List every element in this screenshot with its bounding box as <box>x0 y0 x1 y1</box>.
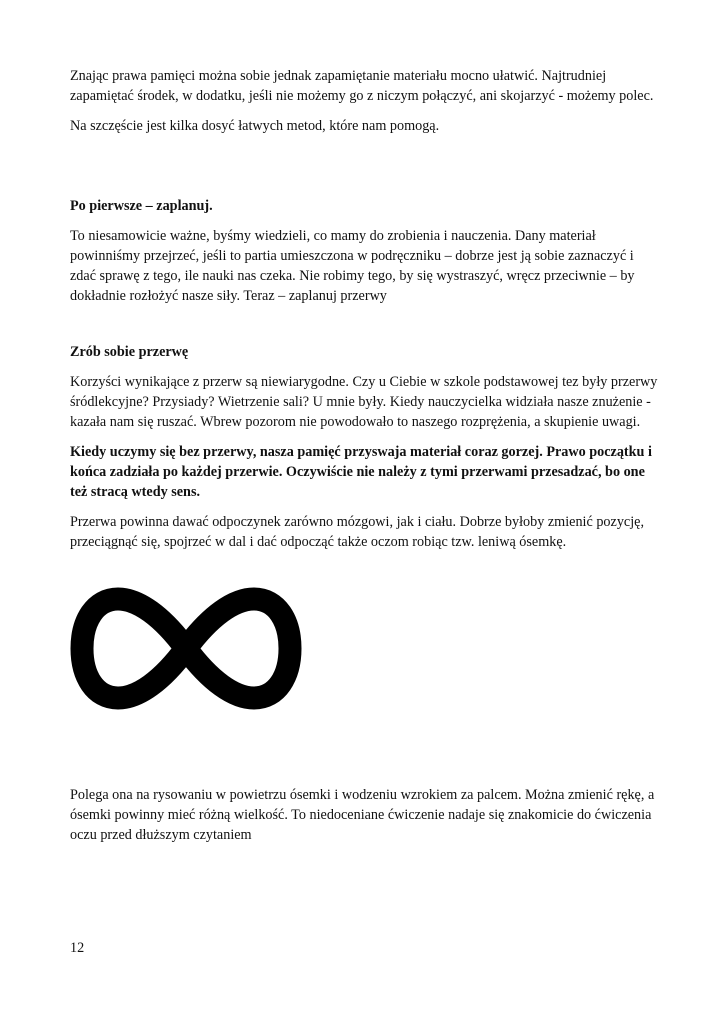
intro-paragraph-1: Znając prawa pamięci można sobie jednak zapamiętanie materiału mocno ułatwić. Najtrudniej zapamiętać środek, w dodatku, jeśli nie możemy go z niczym połączyć, ani skojarzyć - możemy polec. <box>70 68 654 104</box>
section-plan-paragraph: To niesamowicie ważne, byśmy wiedzieli, co mamy do zrobienia i nauczenia. Dany materiał powinniśmy przejrzeć, jeśli to partia umieszczona w podręczniku – dobrze jest ją sobie zaznaczyć i zdać sprawę z tego, ile nauki nas czeka. Nie robimy tego, by się wystraszyć, wręcz przeciwnie – by dokładnie rozłożyć nasze siły. Teraz – zaplanuj przerwy <box>70 228 635 304</box>
infinity-icon <box>70 586 302 711</box>
intro-paragraph-2: Na szczęście jest kilka dosyć łatwych metod, które nam pomogą. <box>70 118 440 134</box>
page-number: 12 <box>70 940 85 956</box>
document-page <box>70 66 660 855</box>
section-break-paragraph-4: Polega ona na rysowaniu w powietrzu ósemki i wodzeniu wzrokiem za palcem. Można zmienić rękę, a ósemki powinny mieć różną wielkość. To niedoceniane ćwiczenie nadaje się znakomicie do ćwiczenia oczu przed dłuższym czytaniem <box>70 787 655 843</box>
section-break-paragraph-1: Korzyści wynikające z przerw są niewiarygodne. Czy u Ciebie w szkole podstawowej tez były przerwy śródlekcyjne? Przysiady? Wietrzenie sali? U mnie były. Kiedy nauczycielka widziała nasze znużenie - kazała nam się ruszać. Wbrew pozorom nie powodowało to naszego rozprężenia, a skupienie uwagi. <box>70 374 658 430</box>
spacer <box>70 316 660 342</box>
spacer <box>70 146 660 196</box>
section-heading-break: Zrób sobie przerwę <box>70 344 189 360</box>
section-break-paragraph-3: Przerwa powinna dawać odpoczynek zarówno mózgowi, jak i ciału. Dobrze byłoby zmienić pozycję, przeciągnąć się, spojrzeć w dal i dać odpocząć także oczom robiąc tzw. leniwą ósemkę. <box>70 514 644 550</box>
section-break-paragraph-bold: Kiedy uczymy się bez przerwy, nasza pamięć przyswaja materiał coraz gorzej. Prawo początku i końca zadziała po każdej przerwie. Oczywiście nie należy z tymi przerwami przesadzać, bo one też stracą wtedy sens. <box>70 444 652 500</box>
section-heading-plan: Po pierwsze – zaplanuj. <box>70 198 213 214</box>
